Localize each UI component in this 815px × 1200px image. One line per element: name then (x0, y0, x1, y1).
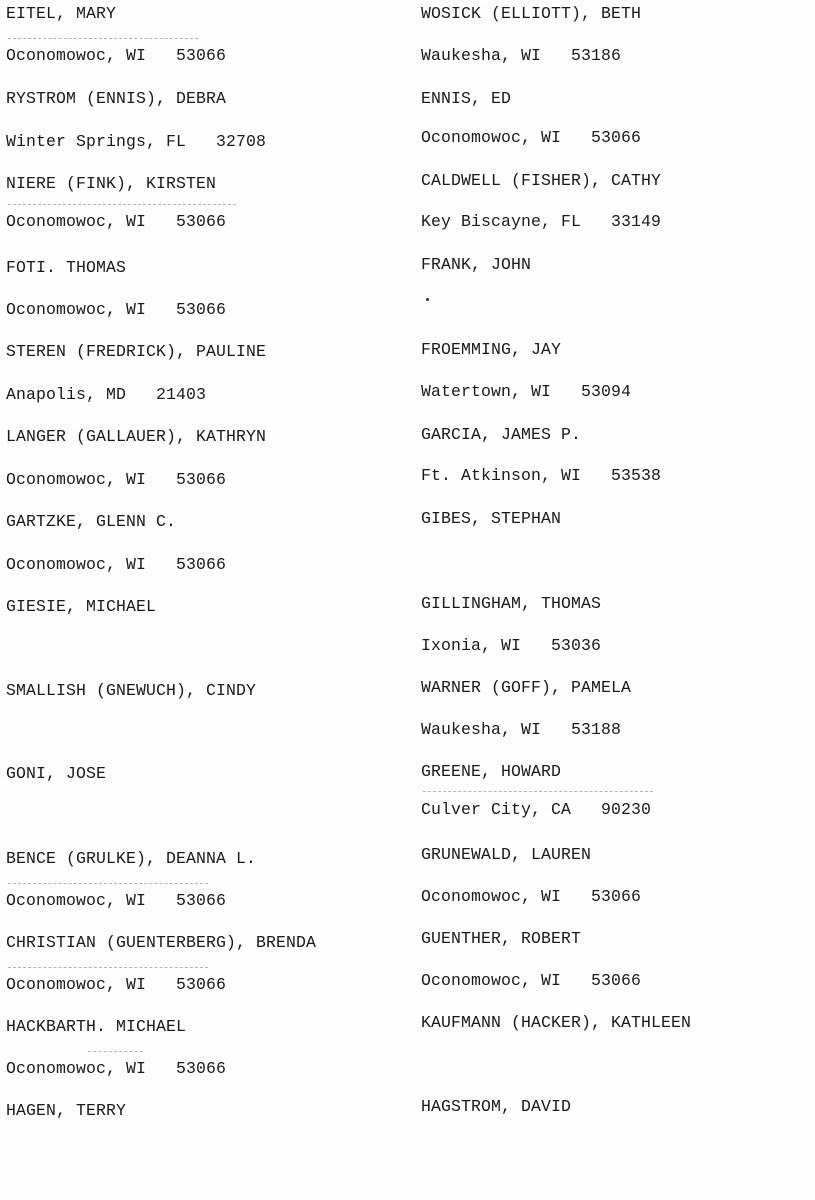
entry-address: Winter Springs, FL 32708 (6, 132, 267, 151)
entry-name: GUENTHER, ROBERT (421, 929, 582, 948)
entry-name: LANGER (GALLAUER), KATHRYN (6, 427, 267, 446)
entry-name: EITEL, MARY (6, 4, 117, 23)
entry-address: Oconomowoc, WI 53066 (6, 470, 227, 489)
entry-name: ENNIS, ED (421, 89, 512, 108)
stray-ink-dot (426, 298, 429, 301)
entry-name: FROEMMING, JAY (421, 340, 562, 359)
faint-strikethrough-mark (8, 967, 208, 970)
entry-address: Culver City, CA 90230 (421, 800, 652, 819)
entry-name: GREENE, HOWARD (421, 762, 562, 781)
entry-address: Key Biscayne, FL 33149 (421, 212, 662, 231)
entry-name: HAGEN, TERRY (6, 1101, 127, 1120)
entry-address: Oconomowoc, WI 53066 (6, 555, 227, 574)
entry-address: Oconomowoc, WI 53066 (421, 971, 642, 990)
entry-name: WARNER (GOFF), PAMELA (421, 678, 632, 697)
entry-name: GRUNEWALD, LAUREN (421, 845, 592, 864)
entry-name: NIERE (FINK), KIRSTEN (6, 174, 217, 193)
entry-name: GARCIA, JAMES P. (421, 425, 582, 444)
entry-name: RYSTROM (ENNIS), DEBRA (6, 89, 227, 108)
faint-strikethrough-mark (8, 204, 236, 207)
entry-address: Oconomowoc, WI 53066 (421, 128, 642, 147)
entry-address: Oconomowoc, WI 53066 (6, 212, 227, 231)
entry-name: GIESIE, MICHAEL (6, 597, 157, 616)
entry-address: Anapolis, MD 21403 (6, 385, 207, 404)
entry-name: GIBES, STEPHAN (421, 509, 562, 528)
entry-name: SMALLISH (GNEWUCH), CINDY (6, 681, 257, 700)
entry-name: GONI, JOSE (6, 764, 107, 783)
entry-address: Waukesha, WI 53186 (421, 46, 622, 65)
entry-address: Ft. Atkinson, WI 53538 (421, 466, 662, 485)
entry-name: CHRISTIAN (GUENTERBERG), BRENDA (6, 933, 317, 952)
faint-strikethrough-mark (8, 38, 198, 41)
entry-name: STEREN (FREDRICK), PAULINE (6, 342, 267, 361)
entry-name: FRANK, JOHN (421, 255, 532, 274)
faint-strikethrough-mark (8, 883, 208, 886)
entry-address: Waukesha, WI 53188 (421, 720, 622, 739)
entry-address: Oconomowoc, WI 53066 (6, 300, 227, 319)
entry-address: Oconomowoc, WI 53066 (6, 46, 227, 65)
entry-name: WOSICK (ELLIOTT), BETH (421, 4, 642, 23)
entry-name: GILLINGHAM, THOMAS (421, 594, 602, 613)
entry-name: BENCE (GRULKE), DEANNA L. (6, 849, 257, 868)
entry-address: Oconomowoc, WI 53066 (6, 975, 227, 994)
entry-name: HAGSTROM, DAVID (421, 1097, 572, 1116)
entry-address: Oconomowoc, WI 53066 (6, 891, 227, 910)
entry-address: Ixonia, WI 53036 (421, 636, 602, 655)
entry-address: Oconomowoc, WI 53066 (421, 887, 642, 906)
entry-name: GARTZKE, GLENN C. (6, 512, 177, 531)
entry-name: HACKBARTH. MICHAEL (6, 1017, 187, 1036)
faint-strikethrough-mark (88, 1051, 143, 1054)
entry-name: CALDWELL (FISHER), CATHY (421, 171, 662, 190)
faint-strikethrough-mark (423, 791, 653, 794)
entry-name: KAUFMANN (HACKER), KATHLEEN (421, 1013, 692, 1032)
entry-address: Oconomowoc, WI 53066 (6, 1059, 227, 1078)
entry-name: FOTI. THOMAS (6, 258, 127, 277)
entry-address: Watertown, WI 53094 (421, 382, 632, 401)
